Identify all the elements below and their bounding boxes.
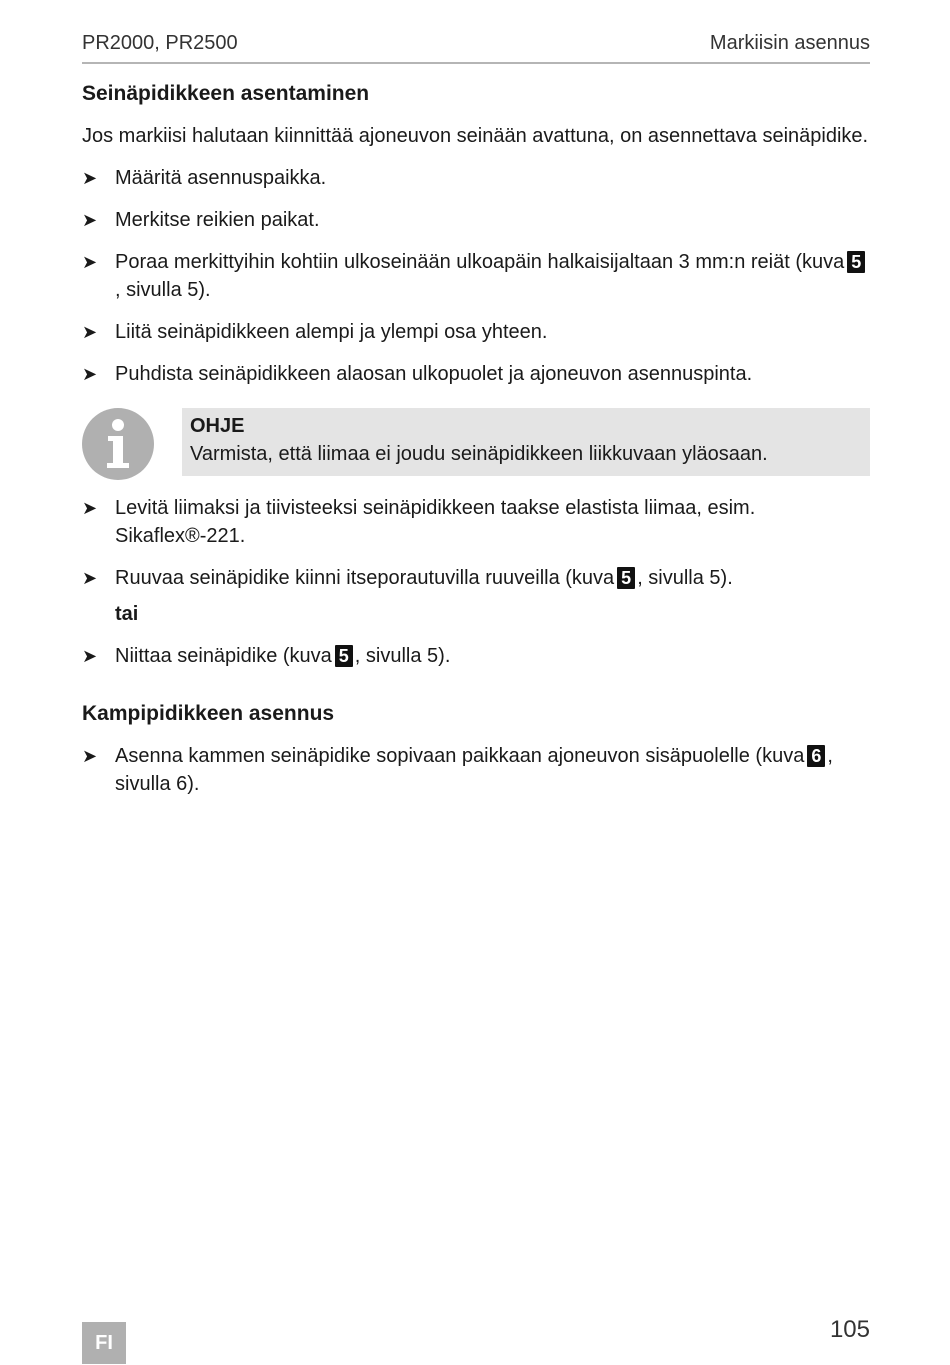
arrow-bullet-icon: ➤ bbox=[82, 646, 98, 666]
note-title: OHJE bbox=[190, 415, 245, 437]
figure-reference-label: 5 bbox=[847, 251, 865, 273]
note-box bbox=[182, 408, 870, 476]
step-text: Puhdista seinäpidikkeen alaosan ulkopuolet ja ajoneuvon asennuspinta. bbox=[115, 363, 753, 385]
step-item bbox=[82, 642, 870, 670]
step-text: , sivulla 5). bbox=[115, 279, 211, 301]
figure-reference-label: 6 bbox=[807, 745, 825, 767]
step-text: Ruuvaa seinäpidike kiinni itseporautuvilla ruuveilla (kuva bbox=[115, 567, 615, 589]
step-item bbox=[82, 742, 870, 798]
arrow-bullet-icon: ➤ bbox=[82, 210, 98, 230]
arrow-bullet-icon: ➤ bbox=[82, 252, 98, 272]
arrow-bullet-icon: ➤ bbox=[82, 568, 98, 588]
step-text: Niittaa seinäpidike (kuva bbox=[115, 645, 332, 667]
step-text: , sivulla 6). bbox=[115, 745, 833, 795]
arrow-bullet-icon: ➤ bbox=[82, 322, 98, 342]
step-item bbox=[82, 248, 870, 304]
figure-reference-label: 5 bbox=[617, 567, 635, 589]
step-item bbox=[82, 494, 870, 550]
info-icon bbox=[82, 408, 154, 480]
step-text: Liitä seinäpidikkeen alempi ja ylempi osa yhteen. bbox=[115, 321, 548, 343]
note-block bbox=[82, 408, 870, 480]
step-item bbox=[82, 318, 870, 346]
arrow-bullet-icon: ➤ bbox=[82, 498, 98, 518]
step-text: Poraa merkittyihin kohtiin ulkoseinään ulkoapäin halkaisijaltaan 3 mm:n reiät (kuva bbox=[115, 251, 845, 273]
step-text: Merkitse reikien paikat. bbox=[115, 209, 320, 231]
arrow-bullet-icon: ➤ bbox=[82, 168, 98, 188]
page-content bbox=[82, 80, 870, 798]
section-title-wall-bracket: Seinäpidikkeen asentaminen bbox=[82, 82, 370, 105]
step-item bbox=[82, 360, 870, 388]
step-item bbox=[82, 206, 870, 234]
section-title-crank-holder: Kampipidikkeen asennus bbox=[82, 702, 335, 725]
figure-reference-label: 5 bbox=[335, 645, 353, 667]
note-text: Varmista, että liimaa ei joudu seinäpidikkeen liikkuvaan yläosaan. bbox=[190, 443, 768, 465]
step-text: Määritä asennuspaikka. bbox=[115, 167, 327, 189]
page-number: 105 bbox=[829, 1316, 870, 1343]
language-badge: FI bbox=[82, 1322, 126, 1364]
step-item bbox=[82, 564, 870, 592]
arrow-bullet-icon: ➤ bbox=[82, 364, 98, 384]
page-header bbox=[82, 30, 870, 64]
step-text: , sivulla 5). bbox=[354, 645, 451, 667]
intro-paragraph: Jos markiisi halutaan kiinnittää ajoneuvon seinään avattuna, on asennettava seinäpidike. bbox=[82, 125, 869, 147]
arrow-bullet-icon: ➤ bbox=[82, 746, 98, 766]
step-text: Asenna kammen seinäpidike sopivaan paikkaan ajoneuvon sisäpuolelle (kuva bbox=[115, 745, 805, 767]
step-text: , sivulla 5). bbox=[637, 567, 733, 589]
header-model: PR2000, PR2500 bbox=[82, 32, 238, 54]
header-section-title: Markiisin asennus bbox=[709, 32, 870, 54]
step-item bbox=[82, 164, 870, 192]
step-text: Levitä liimaksi ja tiivisteeksi seinäpidikkeen taakse elastista liimaa, esim. Sikaflex®-221. bbox=[115, 497, 756, 547]
alternative-label: tai bbox=[115, 603, 139, 625]
